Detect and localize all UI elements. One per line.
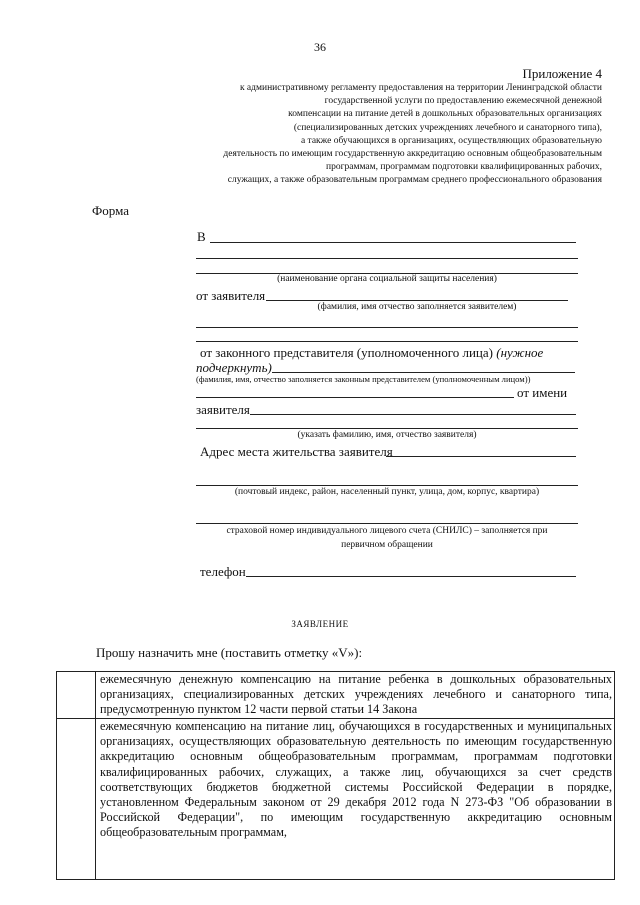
representative-name-line[interactable] <box>272 372 575 373</box>
option-row <box>57 719 615 880</box>
snils-caption-1: страховой номер индивидуального лицевого счета (СНИЛС) – заполняется при <box>226 526 548 536</box>
representative-italic-cont: подчеркнуть) <box>196 360 272 375</box>
to-prefix: В <box>197 229 206 244</box>
authority-field-line-2[interactable] <box>196 258 578 259</box>
applicant-word-line[interactable] <box>250 414 576 415</box>
from-applicant-label: от заявителя <box>196 288 266 303</box>
appendix-title: Приложение 4 <box>522 66 602 81</box>
authority-caption: (наименование органа социальной защиты населения) <box>277 274 497 284</box>
applicant-word-label: заявителя <box>196 402 250 417</box>
option-text: ежемесячную компенсацию на питание лиц, обучающихся в государственных и муниципальных организациях, осуществляющих образовательную деятельность по имеющим государственную аккредитацию основным общеобразовательным программам, программам подготовки квалифицированных рабочих, служащих, а также лиц, обучающихся за счет средств соответствующих бюджетов бюджетной системы Российской Федерации в порядке, установленном Федеральным законом от 29 декабря 2012 года N 273-ФЗ "Об образовании в Российской Федерации", по имеющим государственную аккредитацию основным общеобразовательным программам, <box>96 719 615 880</box>
checkbox-cell-option-1[interactable] <box>57 672 96 719</box>
page-number: 36 <box>314 40 326 54</box>
option-row <box>57 672 615 719</box>
address-line-2[interactable] <box>196 485 578 486</box>
on-behalf-line[interactable] <box>196 397 514 398</box>
representative-caption: (фамилия, имя, отчество заполняется законным представителем (уполномоченным лицом)) <box>196 374 531 384</box>
applicant-word-line-2[interactable] <box>196 428 578 429</box>
statement-title: ЗАЯВЛЕНИЕ <box>291 619 349 629</box>
applicant-extra-line-2[interactable] <box>196 341 578 342</box>
request-line: Прошу назначить мне (поставить отметку «V»): <box>96 645 363 660</box>
address-label: Адрес места жительства заявителя <box>200 444 393 459</box>
appendix-description: к административному регламенту предоставления на территории Ленинградской области государственной услуги по предоставлению ежемесячной денежной компенсации на питание детей в дошкольных образовательных организациях (специализированных детских учреждениях лечебного и санаторного типа), а также обучающихся в организациях, осуществляющих образовательную деятельность по имеющим государственную аккредитацию основным общеобразовательным программам, программам подготовки квалифицированных рабочих, служащих, а также образовательным программам среднего профессионального образования <box>223 83 602 186</box>
address-caption: (почтовый индекс, район, населенный пункт, улица, дом, корпус, квартира) <box>234 487 540 497</box>
authority-field-line-1[interactable] <box>210 242 576 243</box>
on-behalf-label: от имени <box>517 385 568 400</box>
snils-line[interactable] <box>196 523 578 524</box>
checkbox-cell-option-2[interactable] <box>57 719 96 880</box>
applicant-caption: (фамилия, имя отчество заполняется заявителем) <box>317 302 517 312</box>
snils-caption-2: первичном обращении <box>341 540 433 550</box>
applicant-extra-line-1[interactable] <box>196 327 578 328</box>
applicant-name-caption: (указать фамилию, имя, отчество заявителя) <box>297 430 477 440</box>
representative-italic-note: (нужное <box>496 345 544 360</box>
applicant-name-line[interactable] <box>266 300 568 301</box>
options-table <box>56 671 615 880</box>
form-label: Форма <box>92 203 129 218</box>
option-text: ежемесячную денежную компенсацию на питание ребенка в дошкольных образовательных организациях, специализированных детских учреждениях лечебного и санаторного типа, предусмотренную пунктом 12 части первой статьи 14 Закона <box>96 672 615 719</box>
phone-line[interactable] <box>246 576 576 577</box>
representative-label <box>200 345 543 361</box>
address-line-1[interactable] <box>386 456 576 457</box>
phone-label: телефон <box>200 564 246 579</box>
representative-text: от законного представителя (уполномоченного лица) <box>200 345 493 360</box>
